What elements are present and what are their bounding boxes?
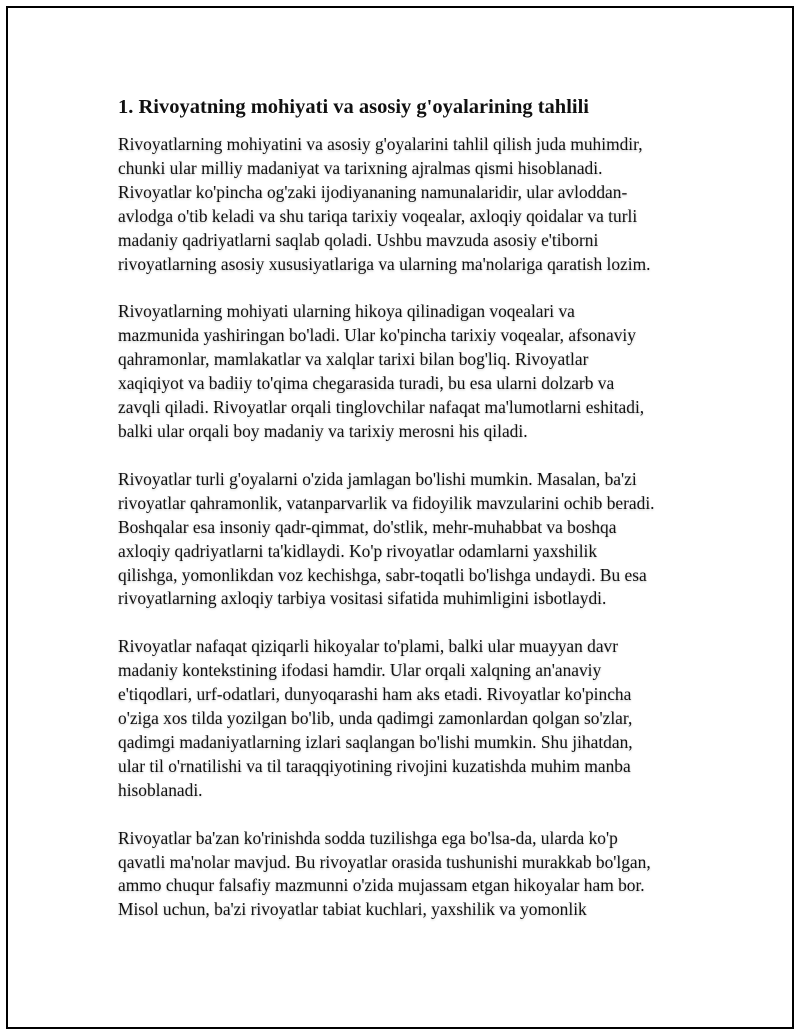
section-heading: 1. Rivoyatning mohiyati va asosiy g'oyalarining tahlili <box>118 96 589 118</box>
paragraph-3 <box>118 468 688 611</box>
paragraph-line: o'ziga xos tilda yozilgan bo'lib, unda qadimgi zamonlardan qolgan so'zlar, <box>118 708 633 729</box>
paragraph-line: qadimgi madaniyatlarning izlari saqlangan bo'lishi mumkin. Shu jihatdan, <box>118 731 633 752</box>
paragraph-line: avlodga o'tib keladi va shu tariqa tarixiy voqealar, axloqiy qoidalar va turli <box>118 205 638 226</box>
paragraph-line: ular til o'rnatilishi va til taraqqiyotining rivojini kuzatishda muhim manba <box>118 755 631 776</box>
paragraph-line: Rivoyatlar ba'zan ko'rinishda sodda tuzilishga ega bo'lsa-da, ularda ko'p <box>118 827 618 848</box>
paragraph-line: e'tiqodlari, urf-odatlari, dunyoqarashi ham aks etadi. Rivoyatlar ko'pincha <box>118 684 632 705</box>
paragraph-line: Boshqalar esa insoniy qadr-qimmat, do'stlik, mehr-muhabbat va boshqa <box>118 516 617 537</box>
paragraph-line: Misol uchun, ba'zi rivoyatlar tabiat kuchlari, yaxshilik va yomonlik <box>118 899 587 920</box>
paragraph-line: mazmunida yashiringan bo'ladi. Ular ko'pincha tarixiy voqealar, afsonaviy <box>118 325 636 346</box>
paragraph-line: hisoblanadi. <box>118 779 203 800</box>
paragraph-line: Rivoyatlar turli g'oyalarni o'zida jamlagan bo'lishi mumkin. Masalan, ba'zi <box>118 468 637 489</box>
paragraph-line: ammo chuqur falsafiy mazmunni o'zida mujassam etgan hikoyalar ham bor. <box>118 875 645 896</box>
paragraph-line: Rivoyatlar nafaqat qiziqarli hikoyalar to'plami, balki ular muayyan davr <box>118 636 619 657</box>
paragraph-line: Rivoyatlarning mohiyatini va asosiy g'oyalarini tahlil qilish juda muhimdir, <box>118 134 643 154</box>
paragraph-line: rivoyatlar qahramonlik, vatanparvarlik va fidoyilik mavzularini ochib beradi. <box>118 492 655 513</box>
paragraph-line: chunki ular milliy madaniyat va tarixning ajralmas qismi hisoblanadi. <box>118 157 603 178</box>
paragraph-line: axloqiy qadriyatlarni ta'kidlaydi. Ko'p rivoyatlar odamlarni yaxshilik <box>118 540 598 561</box>
paragraph-line: rivoyatlarning asosiy xususiyatlariga va ularning ma'nolariga qaratish lozim. <box>118 253 651 274</box>
paragraph-line: xaqiqiyot va badiiy to'qima chegarasida turadi, bu esa ularni dolzarb va <box>118 373 615 394</box>
paragraph-line: qavatli ma'nolar mavjud. Bu rivoyatlar orasida tushunishi murakkab bo'lgan, <box>118 851 651 872</box>
paragraph-line: qilishga, yomonlikdan voz kechishga, sabr-toqatli bo'lishga undaydi. Bu esa <box>118 564 647 585</box>
paragraph-4 <box>118 635 688 802</box>
paragraph-line: qahramonlar, mamlakatlar va xalqlar tarixi bilan bog'liq. Rivoyatlar <box>118 349 589 370</box>
paragraph-1 <box>118 133 688 276</box>
paragraph-line: Rivoyatlarning mohiyati ularning hikoya qilinadigan voqealari va <box>118 301 575 322</box>
paragraph-line: rivoyatlarning axloqiy tarbiya vositasi sifatida muhimligini isbotlaydi. <box>118 588 607 609</box>
paragraph-line: zavqli qiladi. Rivoyatlar orqali tinglovchilar nafaqat ma'lumotlarni eshitadi, <box>118 397 645 418</box>
document-body <box>118 94 688 946</box>
paragraph-line: madaniy kontekstining ifodasi hamdir. Ular orqali xalqning an'anaviy <box>118 660 602 681</box>
paragraph-2 <box>118 300 688 443</box>
paragraph-line: balki ular orqali boy madaniy va tarixiy merosni his qiladi. <box>118 420 528 441</box>
paragraph-line: Rivoyatlar ko'pincha og'zaki ijodiyananing namunalaridir, ular avloddan- <box>118 181 628 202</box>
paragraph-line: madaniy qadriyatlarni saqlab qoladi. Ushbu mavzuda asosiy e'tiborni <box>118 229 599 250</box>
paragraph-5 <box>118 827 688 923</box>
